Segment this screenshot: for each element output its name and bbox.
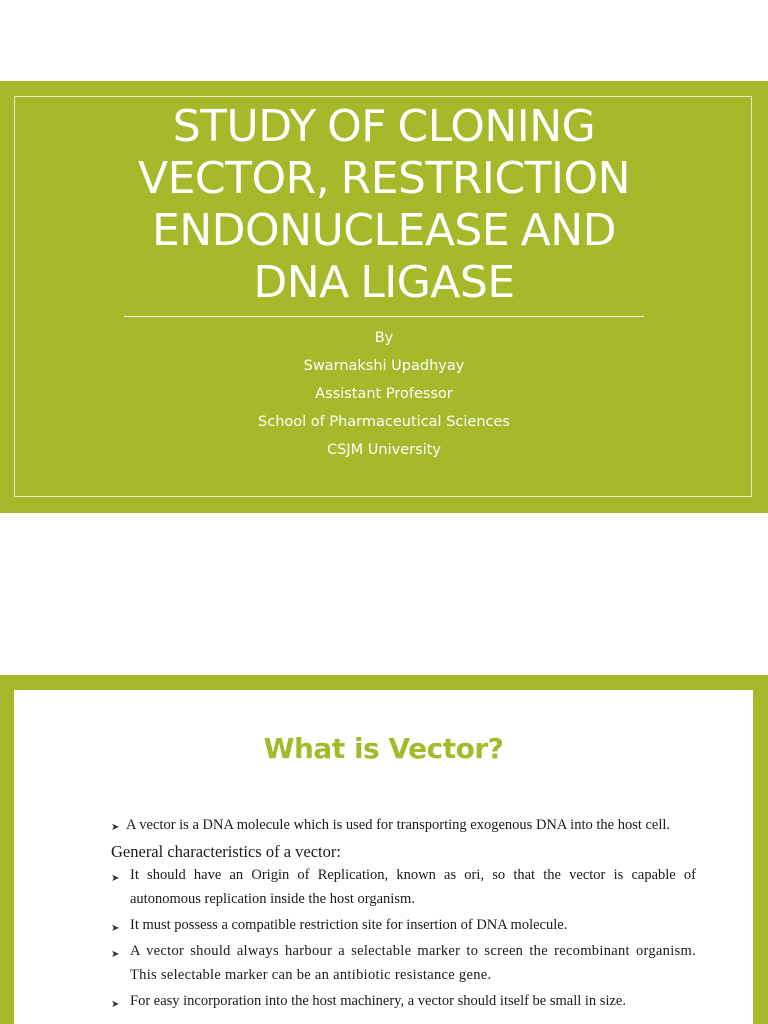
list-item bbox=[111, 989, 696, 1013]
bullet-text: It must possess a compatible restriction site for insertion of DNA molecule. bbox=[130, 917, 568, 933]
author-name: Swarnakshi Upadhyay bbox=[303, 358, 465, 374]
bullet-text: It should have an Origin of Replication, known as ori, so that the vector is capable of autonomous replication inside the host organism. bbox=[130, 867, 696, 907]
arrowhead-bullet-icon: ➤ bbox=[111, 923, 120, 934]
slide-title bbox=[60, 101, 708, 309]
author-role: Assistant Professor bbox=[315, 386, 453, 402]
bullet-text: A vector should always harbour a selectable marker to screen the recombinant organism. This selectable marker can be an antibiotic resistance gene. bbox=[130, 943, 696, 983]
document-excerpt bbox=[111, 818, 696, 1013]
title-divider bbox=[124, 316, 644, 317]
author-university: CSJM University bbox=[327, 442, 441, 458]
arrowhead-bullet-icon: ➤ bbox=[111, 873, 120, 884]
author-school: School of Pharmaceutical Sciences bbox=[258, 414, 510, 430]
slide-heading: What is Vector? bbox=[263, 732, 504, 765]
arrowhead-bullet-icon: ➤ bbox=[111, 949, 120, 960]
content-slide bbox=[0, 675, 768, 1024]
list-item bbox=[111, 913, 696, 937]
title-line: VECTOR, RESTRICTION bbox=[137, 153, 631, 204]
list-item bbox=[111, 818, 696, 833]
title-line: DNA LIGASE bbox=[253, 257, 515, 308]
subtitle-by: By bbox=[374, 330, 394, 346]
arrowhead-bullet-icon: ➤ bbox=[111, 822, 120, 833]
title-slide bbox=[0, 81, 768, 513]
characteristics-heading: General characteristics of a vector: bbox=[111, 842, 341, 861]
bullet-text: A vector is a DNA molecule which is used for transporting exogenous DNA into the host cell. bbox=[126, 817, 671, 833]
bullet-text: For easy incorporation into the host machinery, a vector should itself be small in size. bbox=[130, 993, 626, 1009]
title-line: STUDY OF CLONING bbox=[172, 101, 596, 152]
slide-content-area bbox=[14, 690, 753, 1024]
list-item bbox=[111, 939, 696, 987]
title-line: ENDONUCLEASE AND bbox=[151, 205, 617, 256]
arrowhead-bullet-icon: ➤ bbox=[111, 999, 120, 1010]
list-item bbox=[111, 863, 696, 911]
slide-subtitle bbox=[84, 324, 684, 464]
